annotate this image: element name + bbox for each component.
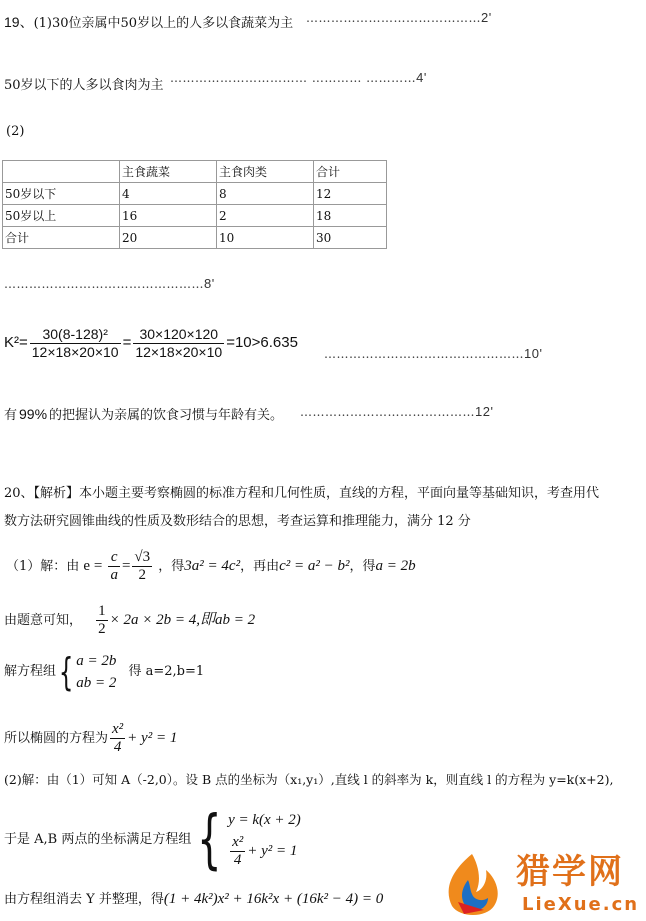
score-mark: 12' [475, 404, 494, 419]
question-number: 19、 [4, 14, 34, 30]
table-row [3, 183, 387, 205]
score-mark: 2' [481, 10, 492, 25]
q19-line2-dots: …………………………… ………… …………4' [170, 70, 427, 85]
flame-logo-icon [442, 850, 504, 918]
left-brace: { [58, 650, 74, 694]
x2-over-4-fraction: $\frac{\text{x²}}{4}$ [232, 834, 244, 869]
table-cell: 16 [120, 205, 217, 227]
table-cell: 18 [314, 205, 387, 227]
q19-line1 [4, 14, 293, 32]
q19-conclusion-dots: ……………………………………12' [300, 404, 494, 419]
table-cell [3, 161, 120, 183]
logo-url-text: LieXue.cn [522, 894, 640, 915]
q19-line1-dots: ……………………………………2' [306, 10, 492, 25]
table-cell: 10 [217, 227, 314, 249]
q20-ellipse-line: 所以椭圆的方程为 $\frac{\text{x²}}{4}$ + y² = 1 [4, 721, 178, 755]
score-mark: 4' [416, 70, 427, 85]
q19-line2: 50岁以下的人多以食肉为主 [4, 78, 164, 93]
q19-dots-8: …………………………………………8' [4, 276, 215, 291]
q20-system2-line: 于是 A,B 两点的坐标满足方程组{ y = k(x + 2) $\frac{\text{x²}}{4}$ + y² = 1 [4, 803, 301, 877]
q19-conclusion: 有 99% 的把握认为亲属的饮食习惯与年龄有关。 [4, 406, 284, 423]
table-cell: 50岁以上 [3, 205, 120, 227]
table-cell: 主食蔬菜 [120, 161, 217, 183]
logo-text: 猎学网 [516, 852, 624, 892]
table-cell: 30 [314, 227, 387, 249]
table-cell: 12 [314, 183, 387, 205]
q20-quadratic-line: 由方程组消去 Y 并整理，得(1 + 4k²)x² + 16k²x + (16k² − 4) = 0 [4, 891, 384, 907]
q19-part2-label: (2) [6, 124, 25, 139]
k2-fraction-2: $\frac{30\times 120\times 120}{12\times 18\times 20\times 10}$ [135, 325, 223, 360]
site-logo [440, 848, 646, 921]
table-cell: 4 [120, 183, 217, 205]
k2-result: =10>6.635 [226, 334, 298, 351]
table-cell: 8 [217, 183, 314, 205]
table-row [3, 205, 387, 227]
table-cell: 20 [120, 227, 217, 249]
score-mark: 8' [204, 276, 215, 291]
c-over-a-fraction: $\frac{c}{a}$ [110, 549, 118, 583]
q20-part2-line: (2)解：由（1）可知 A（-2,0）。设 B 点的坐标为（x₁,y₁）,直线 l 的斜率为 k，则直线 l 的方程为 y=k(x+2), [4, 772, 614, 787]
contingency-table [2, 160, 387, 249]
table-cell: 合计 [3, 227, 120, 249]
q20-system1-line: 解方程组{ a = 2b ab = 2 得 a=2,b=1 [4, 650, 205, 694]
confidence-percent: 99% [19, 406, 48, 422]
score-mark: 10' [524, 346, 543, 361]
q20-part1-line: （1）解：由 e = $\frac{c}{a}$ = $\frac{√3}{2}$ ，得3a² = 4c²，再由c² = a² − b²，得a = 2b [6, 549, 416, 583]
k2-dots: …………………………………………10' [324, 346, 543, 361]
table-cell: 50岁以下 [3, 183, 120, 205]
x2-over-4-fraction: $\frac{\text{x²}}{4}$ [112, 721, 124, 755]
table-cell: 主食肉类 [217, 161, 314, 183]
table-row [3, 227, 387, 249]
q20-area-line: 由题意可知， $\frac{1}{2}$ × 2a × 2b = 4,即ab = 2 [4, 603, 256, 637]
equation-system: a = 2b ab = 2 [76, 653, 117, 691]
q19-line1-text: (1)30位亲属中50岁以上的人多以食蔬菜为主 [33, 16, 294, 31]
sqrt3-over-2-fraction: $\frac{√3}{2}$ [134, 549, 151, 583]
k2-formula: K²= $\frac{\text{30(8-128)²}}{12\times 18\times 20\times 10}$ = $\frac{30\times 120\times 120}{12\times 18\times 20\times 10}$ =10>6.635 [4, 325, 298, 360]
q20-intro-line1: 20、【解析】本小题主要考察椭圆的标准方程和几何性质，直线的方程，平面向量等基础知识，考查用代 [4, 486, 600, 501]
equation-system: y = k(x + 2) $\frac{\text{x²}}{4}$ + y² = 1 [228, 812, 301, 869]
q20-intro-line2: 数方法研究圆锥曲线的性质及数形结合的思想，考查运算和推理能力，满分 12 分 [4, 514, 471, 529]
half-fraction: $\frac{1}{2}$ [98, 603, 106, 637]
left-brace: { [197, 803, 222, 877]
k2-fraction-1: $\frac{\text{30(8-128)²}}{12\times 18\times 20\times 10}$ [31, 325, 119, 360]
table-header-row [3, 161, 387, 183]
table-cell: 合计 [314, 161, 387, 183]
table-cell: 2 [217, 205, 314, 227]
